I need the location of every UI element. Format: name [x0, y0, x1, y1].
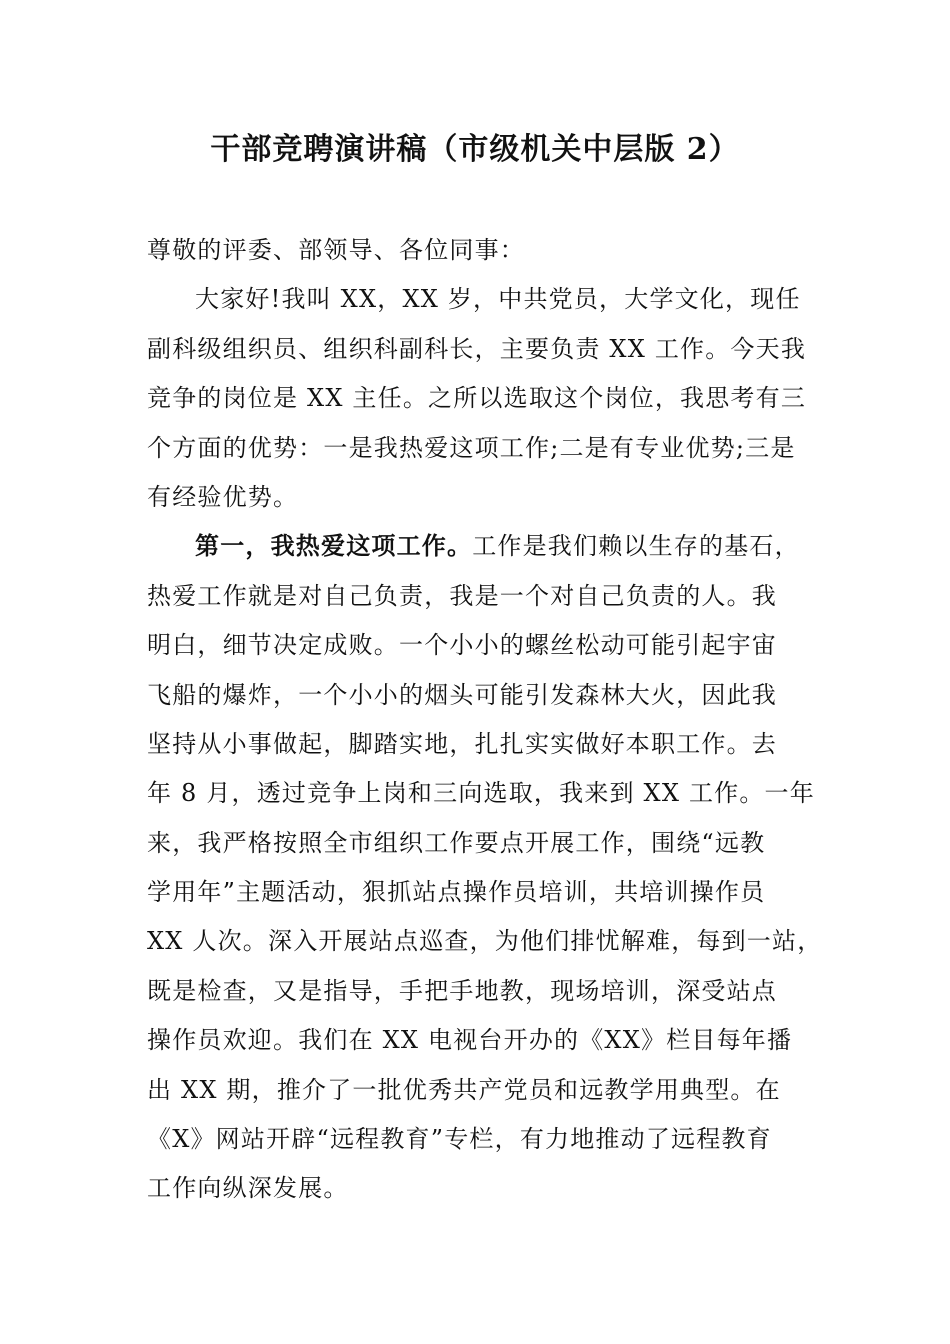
- paragraph-2-first-line: [147, 522, 813, 571]
- paragraph-2-line: 热爱工作就是对自己负责，我是一个对自己负责的人。我: [147, 581, 777, 610]
- paragraph-1-line: 竞争的岗位是 XX 主任。之所以选取这个岗位，我思考有三: [147, 384, 807, 413]
- paragraph-2-line: 操作员欢迎。我们在 XX 电视台开办的《XX》栏目每年播: [147, 1026, 793, 1055]
- document-body: [147, 226, 823, 1214]
- paragraph-2-line: 学用年”主题活动，狠抓站点操作员培训，共培训操作员: [147, 878, 766, 907]
- paragraph-1-line: 有经验优势。: [147, 482, 299, 511]
- paragraph-2-line: 坚持从小事做起，脚踏实地，扎扎实实做好本职工作。去: [147, 729, 777, 758]
- paragraph-2-line: 既是检查，又是指导，手把手地教，现场培训，深受站点: [147, 976, 777, 1005]
- paragraph-1-line: 个方面的优势：一是我热爱这项工作;二是有专业优势;三是: [147, 433, 796, 462]
- paragraph-2-line: 明白，细节决定成败。一个小小的螺丝松动可能引起宇宙: [147, 631, 777, 660]
- section-heading: 第一，我热爱这项工作。: [195, 532, 473, 561]
- paragraph-2-line: XX 人次。深入开展站点巡查，为他们排忧解难，每到一站，: [147, 927, 823, 956]
- paragraph-2-line: 《X》网站开辟“远程教育”专栏，有力地推动了远程教育: [147, 1125, 772, 1154]
- paragraph-2-line: 出 XX 期，推介了一批优秀共产党员和远教学用典型。在: [147, 1075, 781, 1104]
- paragraph-1-line: 大家好!我叫 XX，XX 岁，中共党员，大学文化，现任: [195, 285, 801, 314]
- paragraph-2-line: 年 8 月，透过竞争上岗和三向选取，我来到 XX 工作。一年: [147, 779, 815, 808]
- document-title: 干部竞聘演讲稿（市级机关中层版 2）: [210, 132, 740, 167]
- paragraph-2-line: 来，我严格按照全市组织工作要点开展工作，围绕“远教: [147, 828, 766, 857]
- paragraph-2-line: 飞船的爆炸，一个小小的烟头可能引发森林大火，因此我: [147, 680, 777, 709]
- paragraph-2-line: 工作向纵深发展。: [147, 1174, 349, 1203]
- salutation: 尊敬的评委、部领导、各位同事：: [147, 236, 525, 264]
- paragraph-2-text: 工作是我们赖以生存的基石，: [472, 532, 800, 561]
- paragraph-1-line: 副科级组织员、组织科副科长，主要负责 XX 工作。今天我: [147, 334, 807, 363]
